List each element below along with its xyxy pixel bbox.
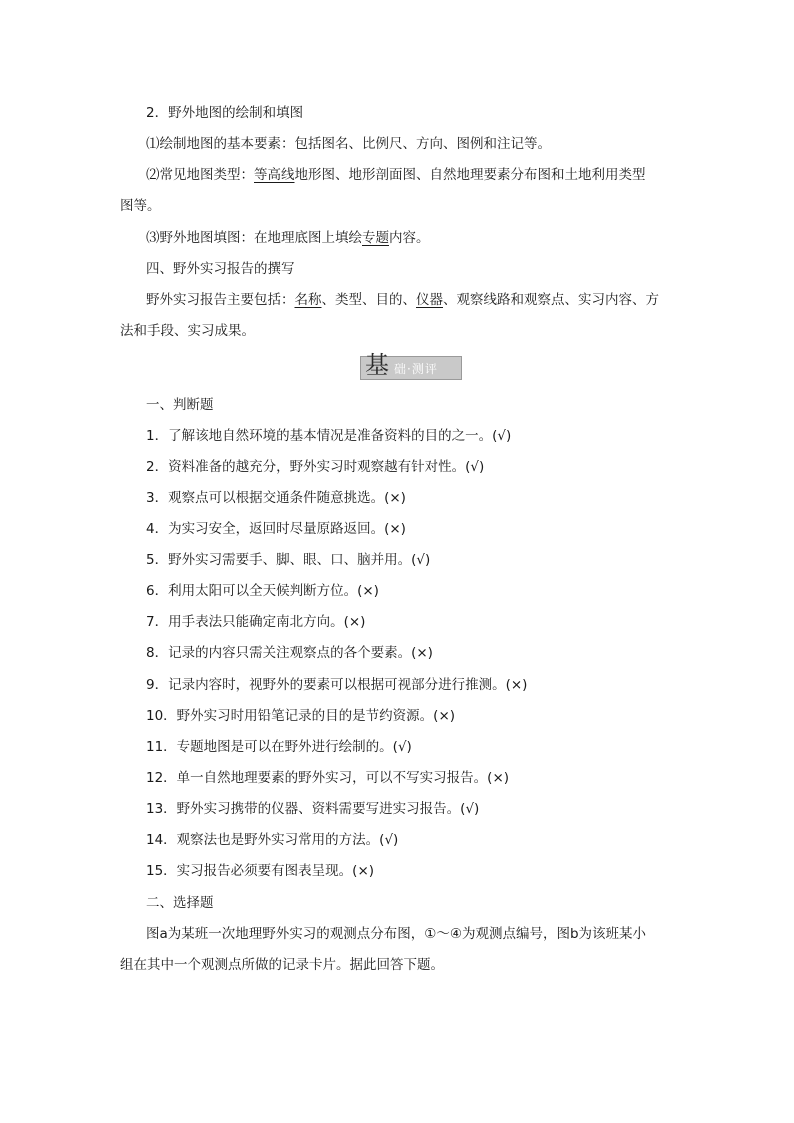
- choice-intro-line2: 组在其中一个观测点所做的记录卡片。据此回答下题。: [120, 957, 444, 973]
- map-filling-prefix: ⑶野外地图填图：在地理底图上填绘: [146, 230, 362, 246]
- judgement-item: 13．野外实习携带的仪器、资料需要写进实习报告。(√): [146, 801, 480, 817]
- judgement-item: 10．野外实习时用铅笔记录的目的是节约资源。(×): [146, 708, 456, 724]
- report-prefix: 野外实习报告主要包括：: [146, 292, 295, 308]
- judgement-item: 6．利用太阳可以全天候判断方位。(×): [146, 583, 379, 599]
- report-mid: 、类型、目的、: [321, 292, 416, 308]
- judgement-item: 2．资料准备的越充分，野外实习时观察越有针对性。(√): [146, 459, 485, 475]
- judgement-item: 14．观察法也是野外实习常用的方法。(√): [146, 832, 399, 848]
- judgement-item: 7．用手表法只能确定南北方向。(×): [146, 614, 366, 630]
- map-filling-item: [146, 228, 676, 248]
- report-contents-line1: [146, 290, 676, 310]
- judgement-item: 11．专题地图是可以在野外进行绘制的。(√): [146, 739, 412, 755]
- map-types-continuation: 图等。: [120, 198, 161, 214]
- judgement-item: 1．了解该地自然环境的基本情况是准备资料的目的之一。(√): [146, 428, 512, 444]
- judgement-heading: 一、判断题: [146, 397, 214, 413]
- section-heading-report: 四、野外实习报告的撰写: [146, 261, 295, 277]
- judgement-item: 8．记录的内容只需关注观察点的各个要素。(×): [146, 645, 433, 661]
- badge-small-text: 础·测评: [394, 362, 438, 376]
- badge-big-char: 基: [365, 351, 389, 379]
- report-rest: 、观察线路和观察点、实习内容、方: [443, 292, 659, 308]
- choice-heading: 二、选择题: [146, 895, 214, 911]
- judgement-item: 5．野外实习需要手、脚、眼、口、脑并用。(√): [146, 552, 431, 568]
- judgement-item: 4．为实习安全，返回时尽量原路返回。(×): [146, 521, 406, 537]
- map-filling-rest: 内容。: [389, 230, 430, 246]
- judgement-item: 3．观察点可以根据交通条件随意挑选。(×): [146, 490, 406, 506]
- section-heading-map-drawing: 2．野外地图的绘制和填图: [146, 105, 304, 121]
- map-types-item: [146, 165, 676, 185]
- map-filling-blank-answer: 专题: [362, 230, 389, 246]
- map-types-rest: 地形图、地形剖面图、自然地理要素分布图和土地利用类型: [294, 167, 646, 183]
- map-elements-item: ⑴绘制地图的基本要素：包括图名、比例尺、方向、图例和注记等。: [146, 136, 551, 152]
- report-blank-name: 名称: [294, 292, 322, 308]
- basic-test-badge: [360, 351, 462, 380]
- judgement-item: 15．实习报告必须要有图表呈现。(×): [146, 863, 375, 879]
- report-contents-line2: 法和手段、实习成果。: [120, 323, 255, 339]
- report-blank-instrument: 仪器: [416, 292, 443, 308]
- map-types-prefix: ⑵常见地图类型：: [146, 167, 254, 183]
- choice-intro-line1: 图a为某班一次地理野外实习的观测点分布图，①～④为观测点编号，图b为该班某小: [146, 926, 647, 942]
- judgement-item: 9．记录内容时，视野外的要素可以根据可视部分进行推测。(×): [146, 677, 528, 693]
- judgement-item: 12．单一自然地理要素的野外实习，可以不写实习报告。(×): [146, 770, 510, 786]
- map-types-blank-answer: 等高线: [254, 167, 295, 183]
